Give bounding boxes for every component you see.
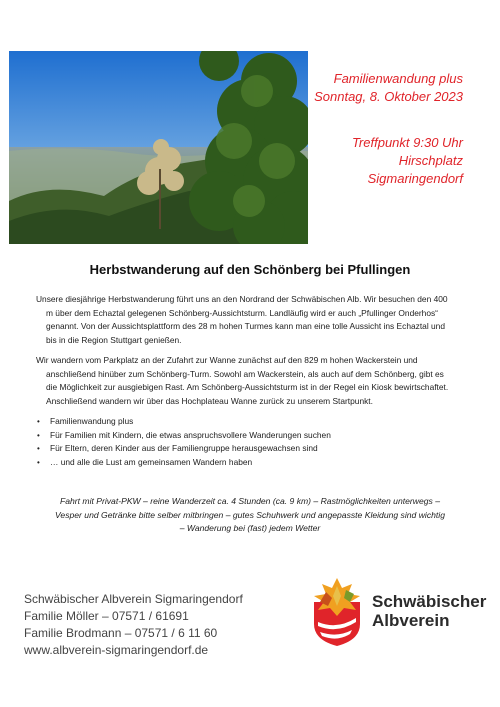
notice-line-3: – Wanderung bei (fast) jedem Wetter bbox=[179, 523, 321, 533]
event-type: Familienwandung plus bbox=[333, 71, 463, 86]
bullet-icon: • bbox=[37, 457, 40, 467]
description bbox=[36, 293, 456, 469]
hero-photo bbox=[9, 51, 308, 244]
list-item bbox=[36, 415, 456, 429]
meeting-place: Hirschplatz bbox=[398, 153, 463, 168]
notice-line-2: Vesper und Getränke bitte selber mitbringen – gutes Schuhwerk und angepasste Kleidung sind wichtig bbox=[55, 509, 445, 520]
list-item-text: Für Eltern, deren Kinder aus der Familiengruppe herausgewachsen sind bbox=[50, 443, 318, 453]
logo-line-2: Albverein bbox=[372, 611, 450, 630]
travel-notice bbox=[24, 495, 476, 536]
list-item bbox=[36, 456, 456, 470]
description-paragraph-1: Unsere diesjährige Herbstwanderung führt uns an den Nordrand der Schwäbischen Alb. Wir besuchen den 400 m über dem Echaztal gelegenen Schönberg-Aussichtsturm. Landläufig wird er auch „Pfullinger Onderhos“ genannt. Von der Aussichtsplattform des 28 m hohen Turmes kann man eine tolle Aussicht ins Echaztal und bis in die Region Stuttgart genießen. bbox=[36, 294, 448, 345]
target-group-list bbox=[36, 415, 456, 469]
notice-line-1: Fahrt mit Privat-PKW – reine Wanderzeit ca. 4 Stunden (ca. 9 km) – Rastmöglichkeiten unterwegs – bbox=[59, 496, 441, 506]
bullet-icon: • bbox=[37, 417, 40, 426]
website-link[interactable]: www.albverein-sigmaringendorf.de bbox=[24, 643, 209, 657]
description-paragraph-2: Wir wandern vom Parkplatz an der Zufahrt zur Wanne zunächst auf den 829 m hohen Wackerstein und anschließend hinüber zum Schönberg-Turm. Sowohl am Wackerstein, als auch auf dem Schönberg, gibt es die Möglichkeit zur ausgiebigen Rast. Am Schönberg-Aussichtsturm ist in der Regel ein Kiosk bewirtschaftet. Anschließend wandern wir über das Hochplateau Wanne zurück zu unserem Startpunkt. bbox=[36, 355, 449, 406]
list-item-text: Für Familien mit Kindern, die etwas anspruchsvollere Wanderungen suchen bbox=[50, 429, 331, 440]
autumn-leaves-shield-icon bbox=[306, 572, 368, 648]
flyer-title: Herbstwanderung auf den Schönberg bei Pfullingen bbox=[89, 262, 411, 277]
list-item bbox=[36, 442, 456, 456]
event-date: Sonntag, 8. Oktober 2023 bbox=[314, 89, 463, 104]
logo-line-1: Schwäbischer bbox=[372, 592, 487, 611]
contact-block bbox=[24, 591, 243, 659]
organization-name: Schwäbischer Albverein Sigmaringendorf bbox=[24, 592, 243, 606]
logo-text bbox=[372, 592, 486, 630]
event-info bbox=[293, 70, 463, 188]
list-item bbox=[36, 429, 456, 443]
meeting-town: Sigmaringendorf bbox=[367, 171, 463, 186]
bullet-icon: • bbox=[37, 444, 40, 453]
meeting-time: Treffpunkt 9:30 Uhr bbox=[351, 135, 463, 150]
list-item-text: … und alle die Lust am gemeinsamen Wandern haben bbox=[50, 456, 253, 467]
bullet-icon: • bbox=[37, 430, 40, 440]
albverein-logo bbox=[306, 572, 496, 648]
contact-brodmann: Familie Brodmann – 07571 / 6 11 60 bbox=[24, 626, 218, 640]
contact-moeller: Familie Möller – 07571 / 61691 bbox=[24, 609, 189, 623]
list-item-text: Familienwandung plus bbox=[50, 416, 134, 426]
